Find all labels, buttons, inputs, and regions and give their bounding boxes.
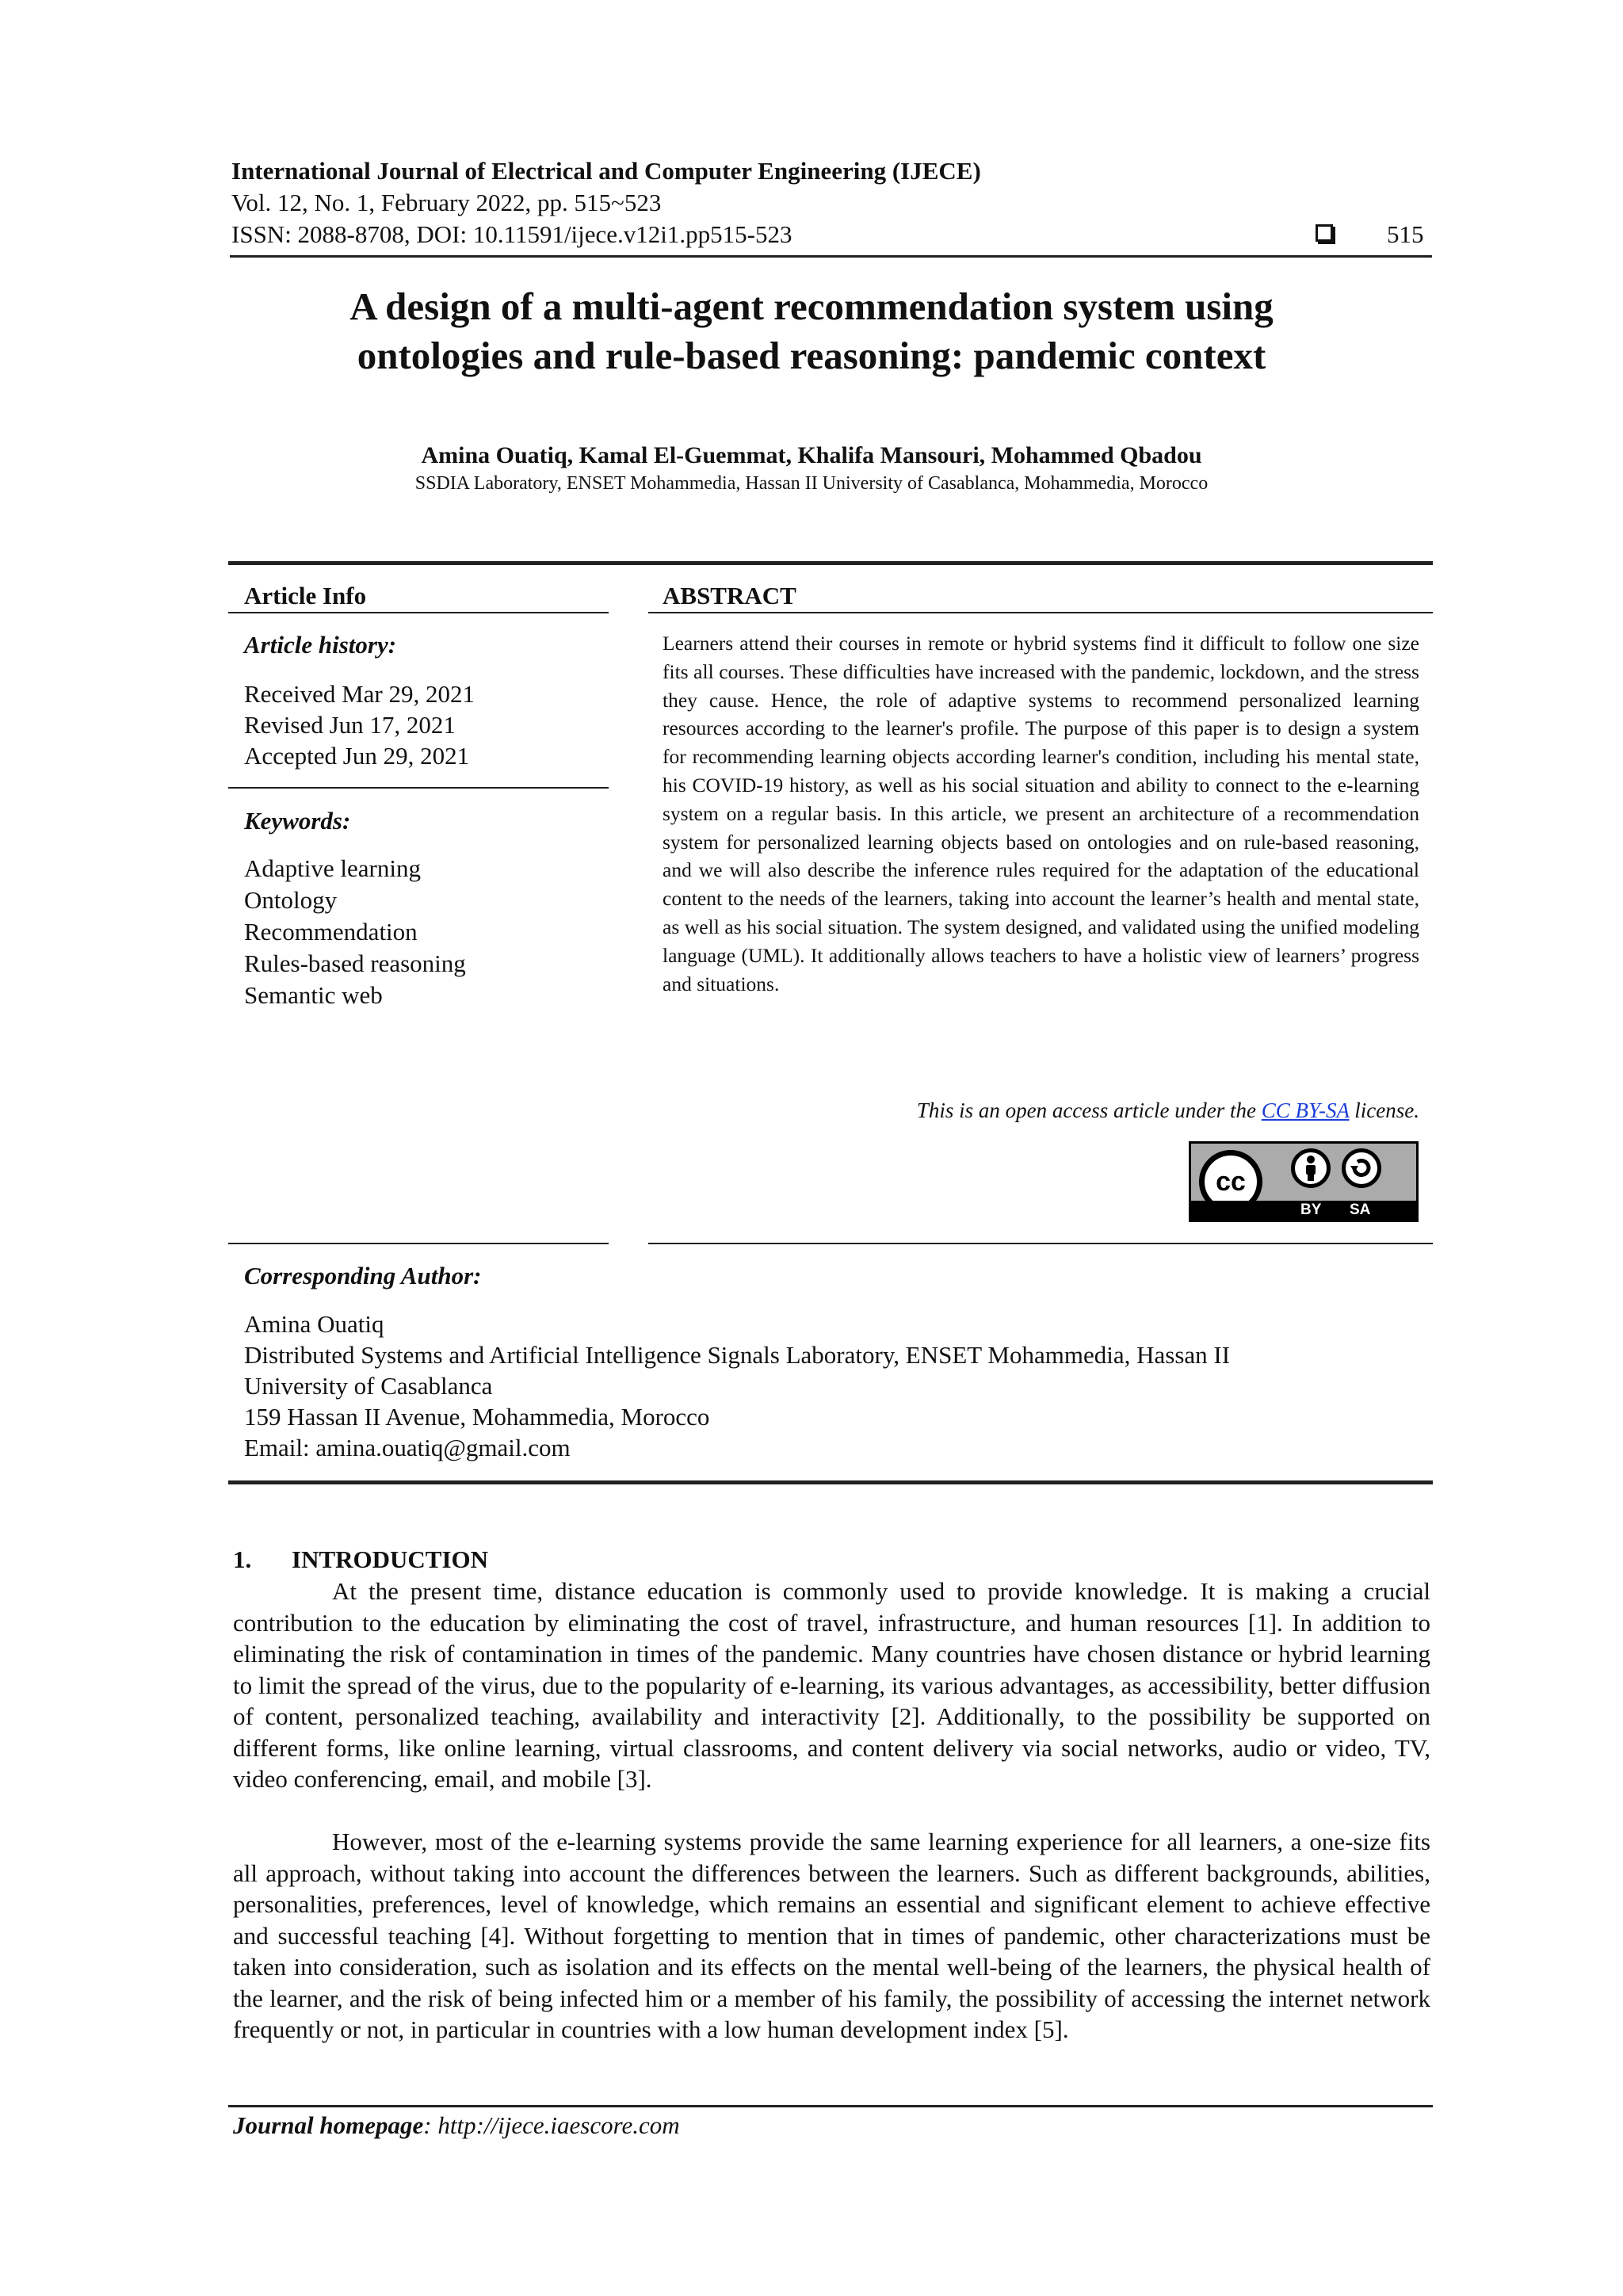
article-history-label: Article history: xyxy=(244,631,397,659)
journal-homepage xyxy=(233,2111,680,2140)
corresponding-address: 159 Hassan II Avenue, Mohammedia, Morocco xyxy=(244,1403,710,1431)
received-date: Received Mar 29, 2021 xyxy=(244,680,475,708)
box-bottom-rule xyxy=(228,1480,1433,1484)
corresponding-email: Email: amina.ouatiq@gmail.com xyxy=(244,1434,571,1461)
author-affiliation: SSDIA Laboratory, ENSET Mohammedia, Hassan II University of Casablanca, Mohammedia, Morocco xyxy=(414,473,1209,494)
article-info-rule xyxy=(228,612,609,613)
article-info-heading: Article Info xyxy=(244,582,367,609)
license-link[interactable]: CC BY-SA xyxy=(1261,1098,1350,1122)
keyword-item: Semantic web xyxy=(244,981,383,1009)
title-line-1: A design of a multi-agent recommendation system using xyxy=(349,285,1274,328)
introduction-heading: INTRODUCTION xyxy=(292,1545,489,1573)
keyword-list xyxy=(244,853,466,1011)
corresponding-author-label: Corresponding Author: xyxy=(244,1262,482,1289)
box-top-rule xyxy=(228,561,1433,565)
corresponding-author-details xyxy=(244,1308,1230,1463)
corresponding-name: Amina Ouatiq xyxy=(244,1310,384,1338)
footer-rule xyxy=(228,2105,1433,2107)
keyword-item: Recommendation xyxy=(244,918,418,946)
history-rule xyxy=(228,787,609,789)
left-column-bottom-rule xyxy=(228,1243,609,1244)
abstract-body: Learners attend their courses in remote or hybrid systems find it difficult to follow one size fits all courses. These difficulties have increased with the pandemic, lockdown, and the stress they cause. Hence, the role of adaptive systems to recommend personalized learning resources according to the learner's profile. The purpose of this paper is to design a system for recommending learning objects according learner's condition, including his mental state, his COVID-19 history, as well as his social situation and ability to connect to the e-learning system on a regular basis. In this article, we present an architecture of a recommendation system for personalized learning objects based on ontologies and on rule-based reasoning, and we will also describe the inference rules required for the adaptation of the educational content to the needs of the learners, taking into account the learner’s health and mental state, as well as his social situation. The system designed, and validated using the unified modeling language (UML). It additionally allows teachers to have a holistic view of learners’ progress and situations. xyxy=(663,632,1419,995)
open-access-prefix: This is an open access article under the xyxy=(916,1098,1262,1122)
introduction-paragraph-2: However, most of the e-learning systems provide the same learning experience for all learners, a one-size fits all approach, without taking into account the differences between the learners. Such as different backgrounds, abilities, personalities, preferences, level of knowledge, which remains an essential and significant element to achieve effective and successful teaching [4]. Without forgetting to mention that in times of pandemic, other characterizations must be taken into consideration, such as isolation and its effects on the mental well-being of the learners, the physical health of the learner, and the risk of being infected him or a member of his family, the possibility of accessing the internet network frequently or not, in particular in countries with a low human development index [5]. xyxy=(233,1828,1430,2043)
open-access-suffix: license. xyxy=(1349,1098,1419,1122)
paper-title xyxy=(190,282,1433,380)
square-bullet-icon xyxy=(1316,224,1333,242)
page-number: 515 xyxy=(1387,220,1424,248)
attribution-icon xyxy=(1291,1148,1331,1188)
homepage-label: Journal homepage xyxy=(233,2111,424,2139)
badge-sa-label: SA xyxy=(1350,1201,1371,1218)
open-access-note xyxy=(663,1098,1419,1123)
cc-by-sa-badge[interactable] xyxy=(1189,1141,1419,1222)
header-rule xyxy=(230,255,1432,258)
keyword-item: Ontology xyxy=(244,886,338,914)
revised-date: Revised Jun 17, 2021 xyxy=(244,711,456,739)
accepted-date: Accepted Jun 29, 2021 xyxy=(244,742,470,770)
keyword-item: Rules-based reasoning xyxy=(244,949,466,977)
corresponding-affiliation-1: Distributed Systems and Artificial Intelligence Signals Laboratory, ENSET Mohammedia, Hassan II xyxy=(244,1341,1231,1369)
author-list: Amina Ouatiq, Kamal El-Guemmat, Khalifa Mansouri, Mohammed Qbadou xyxy=(421,442,1202,468)
article-history xyxy=(244,678,475,771)
abstract-rule xyxy=(648,612,1433,613)
abstract-heading: ABSTRACT xyxy=(663,582,796,609)
section-number: 1. xyxy=(233,1545,252,1573)
keywords-label: Keywords: xyxy=(244,807,351,835)
homepage-url[interactable]: : http://ijece.iaescore.com xyxy=(423,2111,680,2139)
volume-info: Vol. 12, No. 1, February 2022, pp. 515~523 xyxy=(231,189,662,216)
keyword-item: Adaptive learning xyxy=(244,854,421,882)
abstract-bottom-rule xyxy=(648,1243,1433,1244)
share-alike-icon xyxy=(1342,1148,1381,1188)
cc-logo-icon: cc xyxy=(1199,1150,1262,1213)
issn-doi: ISSN: 2088-8708, DOI: 10.11591/ijece.v12i1.pp515-523 xyxy=(231,220,792,248)
badge-label-bar xyxy=(1191,1201,1416,1220)
badge-by-label: BY xyxy=(1300,1201,1322,1218)
introduction-paragraph-1: At the present time, distance education is commonly used to provide knowledge. It is making a crucial contribution to the education by eliminating the cost of travel, infrastructure, and human resources [1]. In addition to eliminating the risk of contamination in times of the pandemic. Many countries have chosen distance or hybrid learning to limit the spread of the virus, due to the popularity of e-learning, its various advantages, as accessibility, better diffusion of content, personalized teaching, availability and interactivity [2]. Additionally, to the possibility be supported on different forms, like online learning, virtual classrooms, and content delivery via social networks, audio or video, TV, video conferencing, email, and mobile [3]. xyxy=(233,1577,1430,1793)
title-line-2: ontologies and rule-based reasoning: pandemic context xyxy=(357,334,1266,377)
corresponding-affiliation-2: University of Casablanca xyxy=(244,1372,493,1400)
journal-name: International Journal of Electrical and Computer Engineering (IJECE) xyxy=(231,157,981,185)
